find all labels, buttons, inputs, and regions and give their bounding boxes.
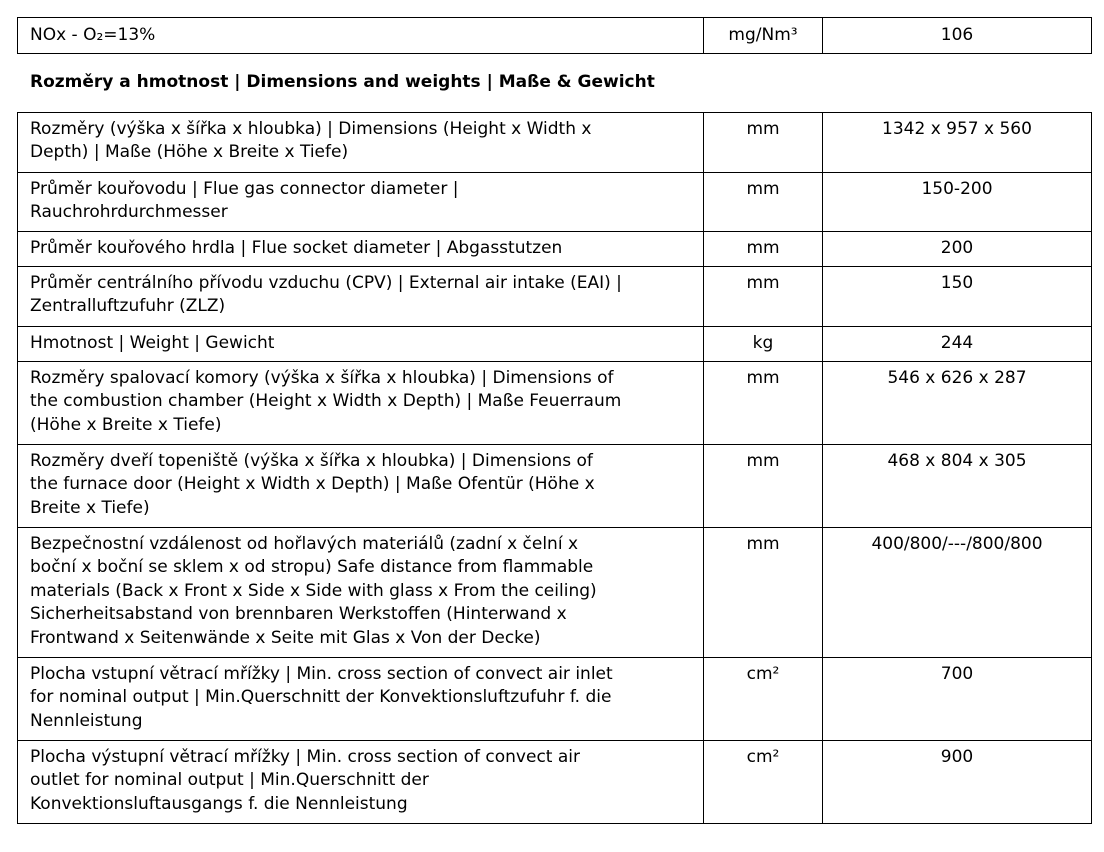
unit-cell: cm²	[704, 658, 823, 741]
value-cell: 546 x 626 x 287	[823, 362, 1092, 445]
parameter-cell: Průměr kouřového hrdla | Flue socket diameter | Abgasstutzen	[18, 232, 704, 267]
parameter-cell: NOx - O₂=13%	[18, 18, 704, 54]
parameter-cell: Rozměry (výška x šířka x hloubka) | Dimensions (Height x Width x Depth) | Maße (Höhe x Breite x Tiefe)	[18, 113, 704, 173]
unit-cell: cm²	[704, 741, 823, 824]
unit-cell: mm	[704, 445, 823, 528]
value-cell: 244	[823, 327, 1092, 362]
parameter-cell: Bezpečnostní vzdálenost od hořlavých materiálů (zadní x čelní x boční x boční se sklem x od stropu) Safe distance from flammable materials (Back x Front x Side x Side with glass x From the ceiling) Sicherheitsabstand von brennbaren Werkstoffen (Hinterwand x Frontwand x Seitenwände x Seite mit Glas x Von der Decke)	[18, 528, 704, 658]
parameter-cell: Průměr centrálního přívodu vzduchu (CPV) | External air intake (EAI) | Zentralluftzufuhr (ZLZ)	[18, 267, 704, 327]
parameter-cell: Plocha vstupní větrací mřížky | Min. cross section of convect air inlet for nominal output | Min.Querschnitt der Konvektionsluftzufuhr f. die Nennleistung	[18, 658, 704, 741]
value-cell: 468 x 804 x 305	[823, 445, 1092, 528]
table-row	[18, 327, 1092, 362]
table-row	[18, 18, 1092, 54]
value-cell: 1342 x 957 x 560	[823, 113, 1092, 173]
table-row	[18, 267, 1092, 327]
value-cell: 200	[823, 232, 1092, 267]
table-row	[18, 741, 1092, 824]
value-cell: 400/800/---/800/800	[823, 528, 1092, 658]
parameter-cell: Rozměry dveří topeniště (výška x šířka x hloubka) | Dimensions of the furnace door (Height x Width x Depth) | Maße Ofentür (Höhe x Breite x Tiefe)	[18, 445, 704, 528]
table-row	[18, 232, 1092, 267]
unit-cell: mm	[704, 362, 823, 445]
parameter-cell: Rozměry spalovací komory (výška x šířka x hloubka) | Dimensions of the combustion chamber (Height x Width x Depth) | Maße Feuerraum (Höhe x Breite x Tiefe)	[18, 362, 704, 445]
table-row	[18, 113, 1092, 173]
table-row	[18, 445, 1092, 528]
value-cell: 150-200	[823, 173, 1092, 232]
parameter-cell: Průměr kouřovodu | Flue gas connector diameter | Rauchrohrdurchmesser	[18, 173, 704, 232]
unit-cell: mm	[704, 267, 823, 327]
unit-cell: mm	[704, 173, 823, 232]
value-cell: 150	[823, 267, 1092, 327]
parameter-cell: Hmotnost | Weight | Gewicht	[18, 327, 704, 362]
unit-cell: mg/Nm³	[704, 18, 823, 54]
value-cell: 700	[823, 658, 1092, 741]
section-heading: Rozměry a hmotnost | Dimensions and weights | Maße & Gewicht	[30, 72, 655, 92]
dimensions-table	[17, 112, 1092, 824]
table-row	[18, 362, 1092, 445]
unit-cell: kg	[704, 327, 823, 362]
parameter-cell: Plocha výstupní větrací mřížky | Min. cross section of convect air outlet for nominal output | Min.Querschnitt der Konvektionsluftausgangs f. die Nennleistung	[18, 741, 704, 824]
table-row	[18, 528, 1092, 658]
table-row	[18, 173, 1092, 232]
emissions-table	[17, 17, 1092, 54]
table-row	[18, 658, 1092, 741]
unit-cell: mm	[704, 232, 823, 267]
unit-cell: mm	[704, 528, 823, 658]
unit-cell: mm	[704, 113, 823, 173]
value-cell: 900	[823, 741, 1092, 824]
value-cell: 106	[823, 18, 1092, 54]
